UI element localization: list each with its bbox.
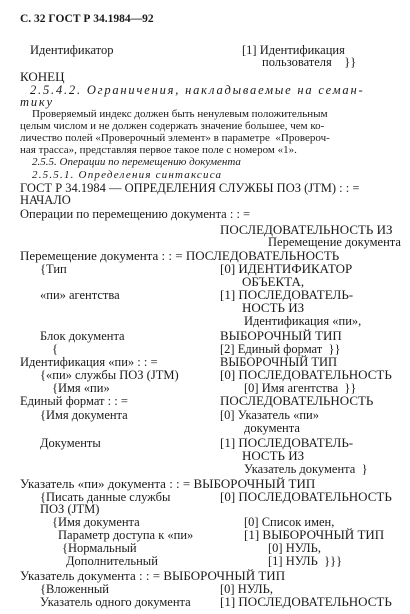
gost-definition-line: ГОСТ Р 34.1984 — ОПРЕДЕЛЕНИЯ СЛУЖБЫ ПОЗ (JTM) : : = [20, 181, 360, 195]
syntax-right: [0] НУЛЬ, [220, 582, 273, 596]
top-right-line2: пользователя }} [262, 55, 357, 69]
syntax-left: {Тип [40, 262, 67, 276]
paragraph-line: личество полей «Проверочный элемент» в параметре «Провероч- [20, 132, 330, 144]
syntax-right: [0] ИДЕНТИФИКАТОР [220, 261, 353, 276]
syntax-right: [1] ПОСЛЕДОВАТЕЛЬ- [220, 287, 354, 302]
syntax-left: Единый формат : : = [20, 394, 128, 408]
paragraph-line: целым числом и не должен содержать значение большее, чем ко- [20, 120, 325, 132]
syntax-left: Идентификация «пи» : : = [20, 355, 158, 369]
syntax-right: ВЫБОРОЧНЫЙ ТИП [220, 355, 338, 369]
syntax-right: ВЫБОРОЧНЫЙ ТИП [220, 328, 342, 343]
section-heading-line2: тику [20, 95, 54, 109]
syntax-right: [2] Единый формат }} [220, 342, 341, 356]
syntax-right: [1] ВЫБОРОЧНЫЙ ТИП [244, 527, 385, 542]
syntax-right: НОСТЬ ИЗ [242, 448, 305, 463]
nachalo-keyword: НАЧАЛО [20, 193, 71, 207]
top-right-line1: [1] Идентификация [242, 43, 345, 57]
syntax-left: Параметр доступа к «пи» [58, 528, 194, 542]
syntax-left: Перемещение документа : : = ПОСЛЕДОВАТЕЛЬНОСТЬ [20, 248, 340, 263]
syntax-left: { [52, 342, 58, 356]
syntax-left: {«пи» службы ПОЗ (JTM) [40, 368, 179, 382]
syntax-right: [0] ПОСЛЕДОВАТЕЛЬНОСТЬ [220, 489, 392, 504]
section-heading: 2.5.5. Операции по перемещению документа [32, 156, 241, 168]
syntax-right: [0] ПОСЛЕДОВАТЕЛЬНОСТЬ [220, 367, 392, 382]
syntax-right: ПОСЛЕДОВАТЕЛЬНОСТЬ [220, 393, 374, 408]
paragraph-line: Проверяемый индекс должен быть ненулевым положительным [32, 108, 328, 120]
syntax-right: [0] Имя агентства }} [244, 381, 357, 395]
syntax-right: Указатель документа } [244, 462, 368, 476]
syntax-left: «пи» агентства [40, 288, 120, 302]
syntax-right: ОБЪЕКТА, [242, 274, 305, 289]
syntax-left: {Имя «пи» [52, 381, 110, 395]
syntax-right: [0] Указатель «пи» [220, 408, 319, 422]
paragraph-line: ная трасса», представляя первое такое поле с номером «1». [20, 144, 297, 156]
syntax-left: Документы [40, 436, 101, 450]
syntax-left: {Нормальный [62, 541, 137, 555]
syntax-left: Указатель документа : : = ВЫБОРОЧНЫЙ ТИП [20, 568, 286, 583]
section-heading-line1: 2.5.4.2. Ограничения, накладываемые на семан- [30, 83, 365, 97]
syntax-left: Дополнительный [66, 554, 158, 568]
syntax-left: {Вложенный [40, 582, 110, 596]
syntax-right: [0] Список имен, [244, 515, 335, 529]
syntax-left: Указатель одного документа [40, 595, 191, 609]
syntax-right: [1] ПОСЛЕДОВАТЕЛЬ- [220, 435, 354, 450]
syntax-right: НОСТЬ ИЗ [242, 300, 305, 315]
syntax-right: [1] НУЛЬ }}} [268, 554, 343, 568]
syntax-left: ПОЗ (JTM) [40, 502, 100, 516]
subsection-heading: 2.5.5.1. Определения синтаксиса [32, 169, 223, 181]
konets-keyword: КОНЕЦ [20, 69, 65, 84]
syntax-left: Блок документа [40, 329, 125, 343]
syntax-left: Операции по перемещению документа : : = [20, 207, 251, 221]
syntax-left: {Имя документа [40, 408, 128, 422]
page-header: С. 32 ГОСТ Р 34.1984—92 [20, 13, 154, 25]
syntax-right: [1] ПОСЛЕДОВАТЕЛЬНОСТЬ [220, 594, 392, 609]
syntax-left: Указатель «пи» документа : : = ВЫБОРОЧНЫЙ ТИП [20, 476, 316, 491]
syntax-left: {Писать данные службы [40, 490, 171, 504]
syntax-left: {Имя документа [52, 515, 140, 529]
top-left-text: Идентификатор [30, 43, 114, 57]
syntax-right: ПОСЛЕДОВАТЕЛЬНОСТЬ ИЗ [220, 222, 393, 237]
syntax-right: Идентификация «пи», [244, 314, 362, 328]
syntax-right: Перемещение документа [268, 235, 401, 249]
syntax-right: [0] НУЛЬ, [268, 541, 321, 555]
syntax-right: документа [244, 421, 300, 435]
